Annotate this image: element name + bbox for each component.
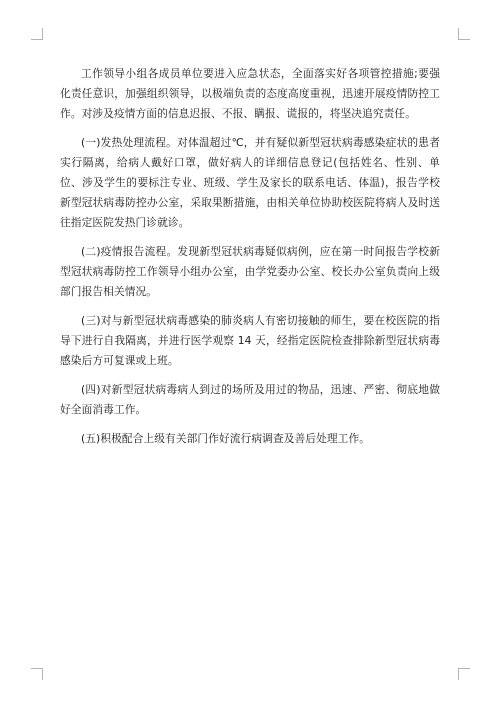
- crop-mark-top-right: [458, 28, 470, 40]
- paragraph-report-procedure: (二)疫情报告流程。发现新型冠状病毒疑似病例，应在第一时间报告学校新型冠状病毒防控工作领导小组办公室，由学党委办公室、校长办公室负责向上级部门报告相关情况。: [60, 245, 440, 298]
- paragraph-close-contact: (三)对与新型冠状病毒感染的肺炎病人有密切接触的师生，要在校医院的指导下进行自我隔离，并进行医学观察 14 天，经指定医院检查排除新型冠状病毒感染后方可复课或上班。: [60, 314, 440, 367]
- crop-mark-top-left: [31, 28, 43, 40]
- paragraph-disinfection: (四)对新型冠状病毒病人到过的场所及用过的物品，迅速、严密、彻底地做好全面消毒工作。: [60, 383, 440, 416]
- paragraph-fever-procedure: (一)发热处理流程。对体温超过℃，并有疑似新型冠状病毒感染症状的患者实行隔离，给病人戴好口罩，做好病人的详细信息登记(包括姓名、性别、单位、涉及学生的要标注专业、班级、学生及家长的联系电话、体温)，报告学校新型冠状病毒防控办公室，采取果断措施，由相关单位协助校医院将病人及时送往指定医院发热门诊就诊。: [60, 136, 440, 229]
- crop-mark-bottom-right: [458, 668, 470, 680]
- paragraph-responsibility: 工作领导小组各成员单位要进入应急状态，全面落实好各项管控措施;要强化责任意识，加强组织领导，以极端负责的态度高度重视，迅速开展疫情防控工作。对涉及疫情方面的信息迟报、不报、瞒报、谎报的，将坚决追究责任。: [60, 67, 440, 120]
- document-body: [60, 64, 440, 458]
- crop-mark-bottom-left: [31, 668, 43, 680]
- paragraph-investigation: (五)积极配合上级有关部门作好流行病调查及善后处理工作。: [81, 432, 371, 445]
